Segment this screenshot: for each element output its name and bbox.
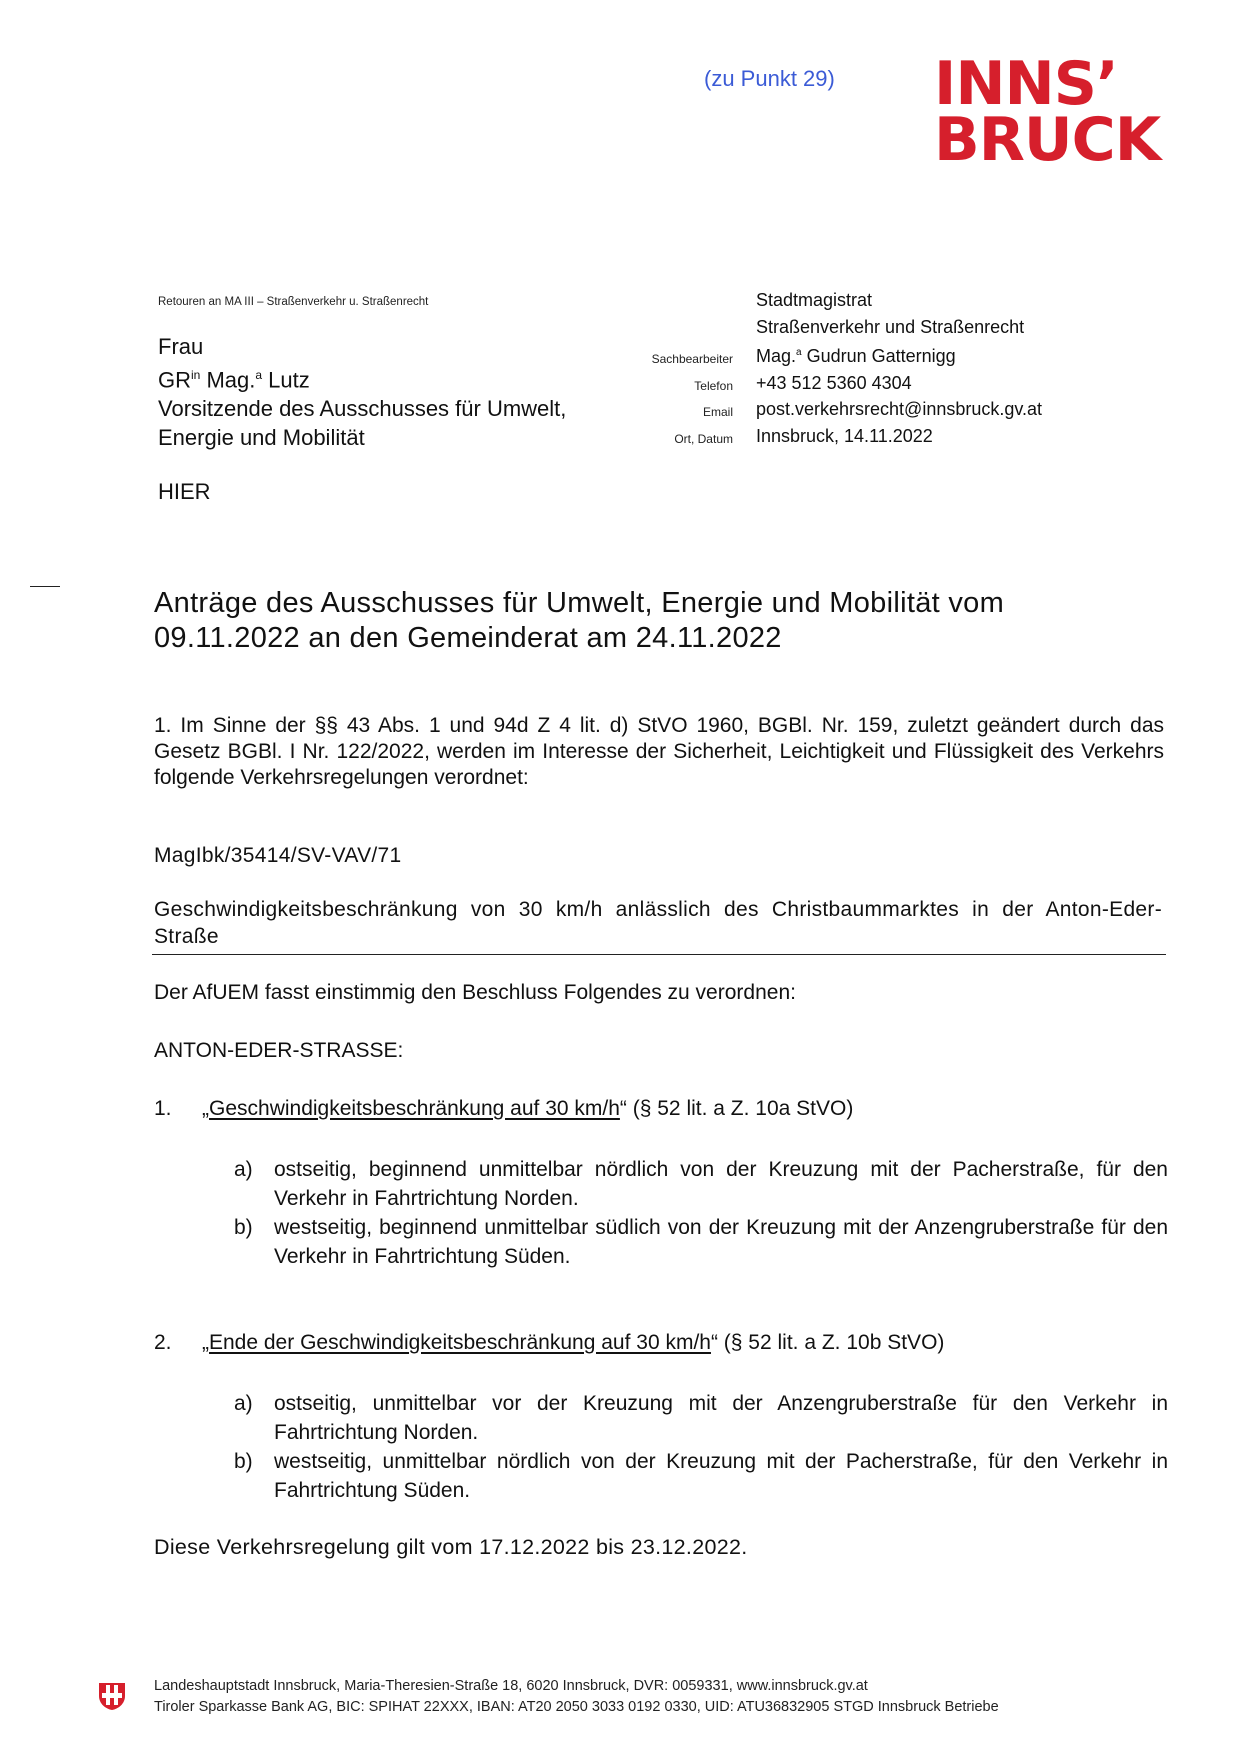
recipient-mag-sup: a (255, 368, 263, 382)
innsbruck-coat-of-arms-icon (98, 1681, 126, 1711)
regulation-item-2 (154, 1331, 944, 1355)
item-legal-ref: (§ 52 lit. a Z. 10b StVO) (717, 1331, 945, 1354)
label-place-date: Ort, Datum (674, 431, 733, 446)
title-line-2: 09.11.2022 an den Gemeinderat am 24.11.2022 (154, 622, 782, 654)
case-number: MagIbk/35414/SV-VAV/71 (154, 844, 402, 867)
sender-place-date: Innsbruck, 14.11.2022 (756, 425, 933, 446)
sub-label: a) (234, 1158, 253, 1181)
quote-open: „ (202, 1097, 209, 1120)
label-email: Email (702, 405, 733, 419)
regulation-2-a (234, 1389, 1168, 1447)
document-title (154, 586, 1154, 656)
sub-text: westseitig, unmittelbar nördlich von der Kreuzung mit der Pacherstraße, für den Verkehr in Fahrtrichtung Süden. (274, 1450, 1168, 1502)
street-heading: ANTON-EDER-STRASSE: (154, 1039, 404, 1062)
item-title: Geschwindigkeitsbeschränkung auf 30 km/h (209, 1097, 620, 1120)
item-number: 2. (154, 1331, 172, 1354)
label-clerk: Sachbearbeiter (651, 352, 733, 366)
quote-close: “ (710, 1331, 718, 1354)
subject-divider (152, 954, 1166, 955)
recipient-address (158, 332, 566, 452)
sender-labels (600, 346, 733, 452)
regulation-2-b (234, 1447, 1168, 1505)
sender-org-1: Stadtmagistrat (756, 290, 873, 310)
clerk-sup: a (796, 347, 802, 358)
subject: Geschwindigkeitsbeschränkung von 30 km/h anlässlich des Christbaummarktes in der Anton-Eder-Straße (154, 898, 1162, 948)
regulation-1-a (234, 1155, 1168, 1213)
label-phone: Telefon (694, 378, 733, 393)
recipient-gr: GR (158, 367, 191, 393)
recipient-gr-sup: in (191, 368, 201, 382)
item-title: Ende der Geschwindigkeitsbeschränkung auf 30 km/h (209, 1331, 711, 1354)
recipient-salutation: Frau (158, 334, 204, 359)
recipient-role-2: Energie und Mobilität (158, 425, 365, 451)
item-legal-ref: (§ 52 lit. a Z. 10a StVO) (626, 1097, 854, 1120)
resolution-text: Der AfUEM fasst einstimmig den Beschluss Folgendes zu verordnen: (154, 981, 796, 1004)
sender-phone: +43 512 5360 4304 (756, 372, 912, 393)
recipient-role-1: Vorsitzende des Ausschusses für Umwelt, (158, 396, 567, 422)
clerk-name: Gudrun Gatternigg (801, 346, 956, 366)
footer-line-2: Tiroler Sparkasse Bank AG, BIC: SPIHAT 22XXX, IBAN: AT20 2050 3033 0192 0330, UID: ATU36832905 STGD Innsbruck Betriebe (154, 1699, 999, 1715)
sender-email[interactable]: post.verkehrsrecht@innsbruck.gv.at (756, 399, 1043, 419)
sender-org-2: Straßenverkehr und Straßenrecht (756, 316, 1025, 337)
sub-label: b) (234, 1216, 253, 1239)
agenda-reference: (zu Punkt 29) (704, 66, 835, 91)
quote-open: „ (202, 1331, 209, 1354)
quote-close: “ (619, 1097, 627, 1120)
sub-text: ostseitig, beginnend unmittelbar nördlich von der Kreuzung mit der Pacherstraße, für den Verkehr in Fahrtrichtung Norden. (274, 1158, 1168, 1210)
sub-label: b) (234, 1450, 253, 1473)
logo-line-1: INNS’ (934, 49, 1118, 119)
fold-mark (30, 586, 60, 587)
sender-block (756, 287, 1042, 449)
regulation-item-1 (154, 1097, 853, 1121)
innsbruck-logo (934, 49, 1166, 175)
recipient-mag: Mag. (200, 367, 256, 393)
validity-period: Diese Verkehrsregelung gilt vom 17.12.2022 bis 23.12.2022. (154, 1535, 748, 1559)
clerk-mag: Mag. (756, 346, 797, 366)
recipient-location: HIER (158, 479, 211, 504)
title-line-1: Anträge des Ausschusses für Umwelt, Energie und Mobilität vom (154, 587, 1005, 619)
regulation-1-b (234, 1213, 1168, 1271)
footer (154, 1676, 999, 1718)
logo-line-2: BRUCK (934, 105, 1161, 175)
sub-text: ostseitig, unmittelbar vor der Kreuzung mit der Anzengruberstraße für den Verkehr in Fahrtrichtung Norden. (274, 1392, 1168, 1444)
sub-label: a) (234, 1392, 253, 1415)
recipient-name (158, 361, 566, 394)
footer-line-1: Landeshauptstadt Innsbruck, Maria-Theresien-Straße 18, 6020 Innsbruck, DVR: 0059331, www.innsbruck.gv.at (154, 1678, 868, 1694)
intro-paragraph: 1. Im Sinne der §§ 43 Abs. 1 und 94d Z 4 lit. d) StVO 1960, BGBl. Nr. 159, zuletzt geändert durch das Gesetz BGBl. I Nr. 122/2022, werden im Interesse der Sicherheit, Leichtigkeit und Flüssigkeit des Verkehrs folgende Verkehrsregelungen verordnet: (154, 714, 1164, 789)
recipient-surname: Lutz (262, 367, 310, 393)
sender-clerk (756, 340, 1042, 370)
item-number: 1. (154, 1097, 172, 1120)
sub-text: westseitig, beginnend unmittelbar südlich von der Kreuzung mit der Anzengruberstraße für den Verkehr in Fahrtrichtung Süden. (274, 1216, 1168, 1268)
return-address: Retouren an MA III – Straßenverkehr u. Straßenrecht (158, 296, 429, 308)
